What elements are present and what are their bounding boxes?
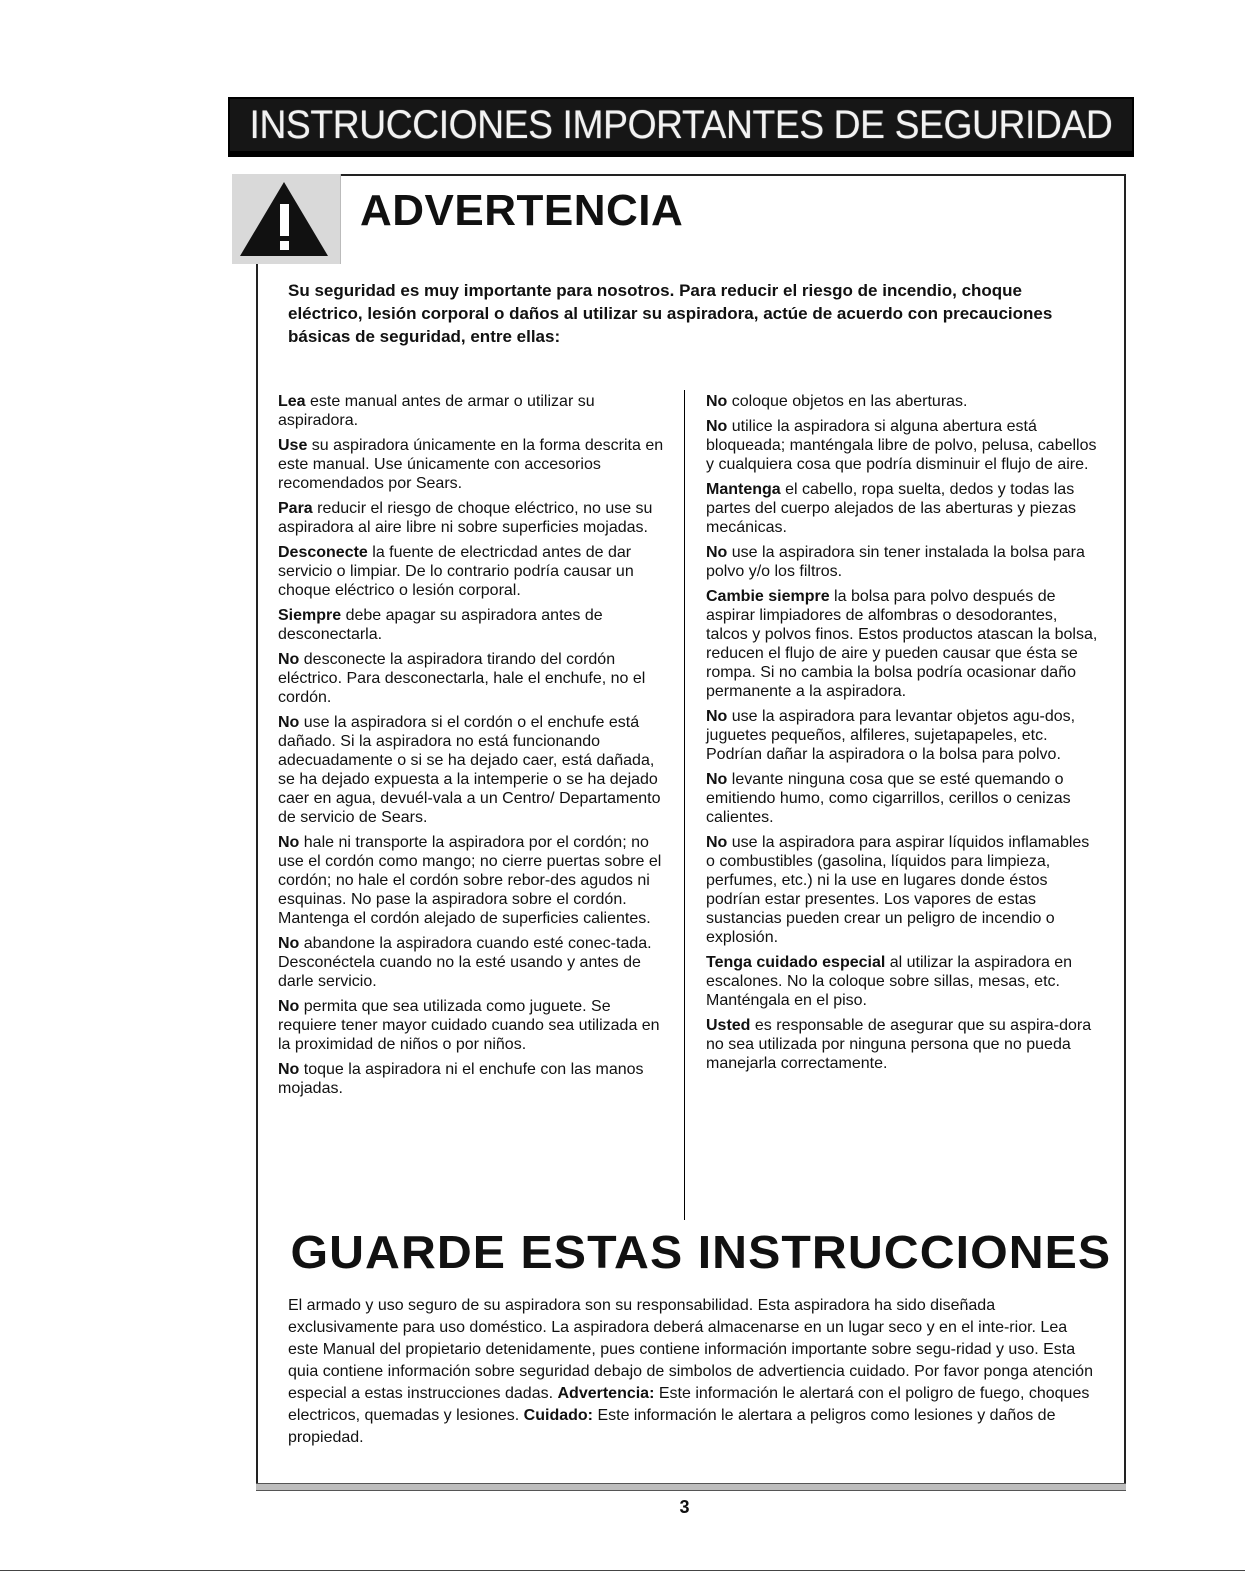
safety-item-lead: Lea xyxy=(278,393,306,410)
safety-item xyxy=(278,997,672,1054)
closing-paragraph xyxy=(288,1295,1093,1449)
safety-item-text: este manual antes de armar o utilizar su aspiradora. xyxy=(278,393,595,429)
page-number xyxy=(0,1497,1245,1518)
safety-item-text: hale ni transporte la aspiradora por el cordón; no use el cordón como mango; no cierre puertas sobre el cordón; no hale el cordón sobre rebor-des agudos ni esquinas. No pase la aspiradora sobre el cordón. Mantenga el cordón alejado de superficies calientes. xyxy=(278,834,662,927)
safety-item-text: use la aspiradora si el cordón o el enchufe está dañado. Si la aspiradora no está funcionando adecuadamente o si se ha dejado caer, está dañada, se ha dejado expuesta a la intemperie o se ha dejado caer en agua, devuél-vala a un Centro/ Departamento de servicio de Sears. xyxy=(278,714,661,826)
bottom-rule xyxy=(256,1483,1126,1491)
left-column xyxy=(278,392,672,1104)
warning-icon-tab xyxy=(232,174,341,264)
warning-triangle-icon xyxy=(236,178,332,260)
safety-item xyxy=(278,499,672,537)
safety-item-lead: Mantenga xyxy=(706,481,781,498)
safety-item-text: desconecte la aspiradora tirando del cordón eléctrico. Para desconectarla, hale el enchufe, no el cordón. xyxy=(278,651,646,706)
safety-item xyxy=(278,1060,672,1098)
safety-item-lead: Tenga cuidado especial xyxy=(706,954,886,971)
safety-item-lead: No xyxy=(278,1061,300,1078)
safety-item-text: use la aspiradora para aspirar líquidos inflamables o combustibles (gasolina, líquidos para limpieza, perfumes, etc.) ni la use en lugares donde éstos podrían estar presentes. Los vapores de estas sustancias pueden crear un peligro de incendio o explosión. xyxy=(706,834,1090,946)
advertencia-label: Advertencia: xyxy=(557,1385,655,1402)
safety-item-lead: No xyxy=(706,544,728,561)
safety-item-text: es responsable de asegurar que su aspira-dora no sea utilizada por ninguna persona que no pueda manejarla correctamente. xyxy=(706,1017,1092,1072)
safety-item-lead: Siempre xyxy=(278,607,342,624)
safety-item-text: use la aspiradora sin tener instalada la bolsa para polvo y/o los filtros. xyxy=(706,544,1085,580)
safety-item xyxy=(278,436,672,493)
safety-item xyxy=(278,833,672,928)
closing-text-1: El armado y uso seguro de su aspiradora son su responsabilidad. Esta aspiradora ha sido diseñada exclusivamente para uso doméstico. La aspiradora deberá almacenarse en un lugar seco y en el inte-rior. Lea este Manual del propietario detenidamente, pues contiene información importante sobre segu-ridad y uso. Esta quia contiene información sobre seguridad debajo de simbolos de advertiencia cuidado. Por favor ponga atención especial a estas instrucciones dadas. xyxy=(288,1297,1093,1402)
safety-item-lead: Cambie siempre xyxy=(706,588,830,605)
safety-item xyxy=(706,543,1100,581)
page-title: INSTRUCCIONES IMPORTANTES DE SEGURIDAD xyxy=(249,102,1113,147)
safety-item-lead: Use xyxy=(278,437,308,454)
safety-item-lead: No xyxy=(278,998,300,1015)
safety-item-text: permita que sea utilizada como juguete. Se requiere tener mayor cuidado cuando sea utilizada en la proximidad de niños o por niños. xyxy=(278,998,660,1053)
safety-item-text: levante ninguna cosa que se esté quemando o emitiendo humo, como cigarrillos, cerillos o cenizas calientes. xyxy=(706,771,1071,826)
safety-item xyxy=(706,417,1100,474)
safety-item-lead: No xyxy=(278,834,300,851)
safety-item xyxy=(706,707,1100,764)
cuidado-label: Cuidado: xyxy=(523,1407,593,1424)
safety-item xyxy=(706,770,1100,827)
safety-item-lead: No xyxy=(706,834,728,851)
safety-item-lead: No xyxy=(706,418,728,435)
header-banner xyxy=(228,97,1134,157)
warning-heading: ADVERTENCIA xyxy=(360,186,684,235)
safety-item-text: use la aspiradora para levantar objetos agu-dos, juguetes pequeños, alfileres, sujetapapeles, etc. Podrían dañar la aspiradora o la bolsa para polvo. xyxy=(706,708,1076,763)
safety-item xyxy=(278,713,672,827)
column-divider xyxy=(684,390,685,1220)
right-column xyxy=(706,392,1100,1079)
safety-item xyxy=(278,606,672,644)
safety-item xyxy=(706,392,1100,411)
scan-edge-line xyxy=(0,1570,1245,1571)
safety-item-lead: Usted xyxy=(706,1017,751,1034)
safety-item-lead: No xyxy=(706,771,728,788)
safety-item-text: reducir el riesgo de choque eléctrico, no use su aspiradora al aire libre ni sobre superficies mojadas. xyxy=(278,500,653,536)
safety-item-lead: No xyxy=(278,714,300,731)
safety-item-text: coloque objetos en las aberturas. xyxy=(727,393,968,410)
safety-item xyxy=(278,392,672,430)
safety-item-text: la bolsa para polvo después de aspirar limpiadores de alfombras o desodorantes, talcos y polvos finos. Estos productos atascan la bolsa, reducen el flujo de aire y pueden causar que ésta se rompa. Si no cambia la bolsa podría ocasionar daño permanente a la aspiradora. xyxy=(706,588,1098,700)
safety-item-lead: No xyxy=(706,393,728,410)
save-heading-text: GUARDE ESTAS INSTRUCCIONES xyxy=(290,1226,1111,1278)
safety-item-lead: No xyxy=(278,651,300,668)
safety-item-text: abandone la aspiradora cuando esté conec-tada. Desconéctela cuando no la esté usando y antes de darle servicio. xyxy=(278,935,652,990)
safety-item xyxy=(706,1016,1100,1073)
safety-item-lead: Desconecte xyxy=(278,544,368,561)
safety-item-text: toque la aspiradora ni el enchufe con las manos mojadas. xyxy=(278,1061,644,1097)
warning-intro: Su seguridad es muy importante para nosotros. Para reducir el riesgo de incendio, choque eléctrico, lesión corporal o daños al utilizar su aspiradora, actúe de acuerdo con precauciones básicas de seguridad, entre ellas: xyxy=(288,281,1053,346)
safety-item xyxy=(706,833,1100,947)
safety-item xyxy=(706,953,1100,1010)
page-number-text: 3 xyxy=(679,1497,690,1517)
safety-item-lead: No xyxy=(278,935,300,952)
safety-item xyxy=(278,650,672,707)
safety-item-text: utilice la aspiradora si alguna abertura está bloqueada; manténgala libre de polvo, pelusa, cabellos y cualquiera cosa que podría disminuir el flujo de aire. xyxy=(706,418,1097,473)
safety-item-text: su aspiradora únicamente en la forma descrita en este manual. Use únicamente con accesorios recomendados por Sears. xyxy=(278,437,664,492)
closing-text-2: Este información le alertará con el poligro de fuego, choques electricos, quemadas y lesiones. xyxy=(288,1385,1090,1424)
safety-item-text: el cabello, ropa suelta, dedos y todas las partes del cuerpo alejados de las aberturas y piezas mecánicas. xyxy=(706,481,1076,536)
safety-item-text: la fuente de electricdad antes de dar servicio o limpiar. De lo contrario podría causar un choque eléctrico o lesión corporal. xyxy=(278,544,634,599)
safety-item-text: al utilizar la aspiradora en escalones. No la coloque sobre sillas, mesas, etc. Manténgala en el piso. xyxy=(706,954,1073,1009)
safety-item xyxy=(278,934,672,991)
safety-item xyxy=(706,480,1100,537)
safety-item xyxy=(706,587,1100,701)
safety-item-lead: Para xyxy=(278,500,313,517)
safety-item-text: debe apagar su aspiradora antes de desconectarla. xyxy=(278,607,603,643)
save-instructions-heading xyxy=(0,1225,1245,1279)
safety-item xyxy=(278,543,672,600)
safety-item-lead: No xyxy=(706,708,728,725)
closing-text-3: Este información le alertara a peligros como lesiones y daños de propiedad. xyxy=(288,1407,1056,1446)
